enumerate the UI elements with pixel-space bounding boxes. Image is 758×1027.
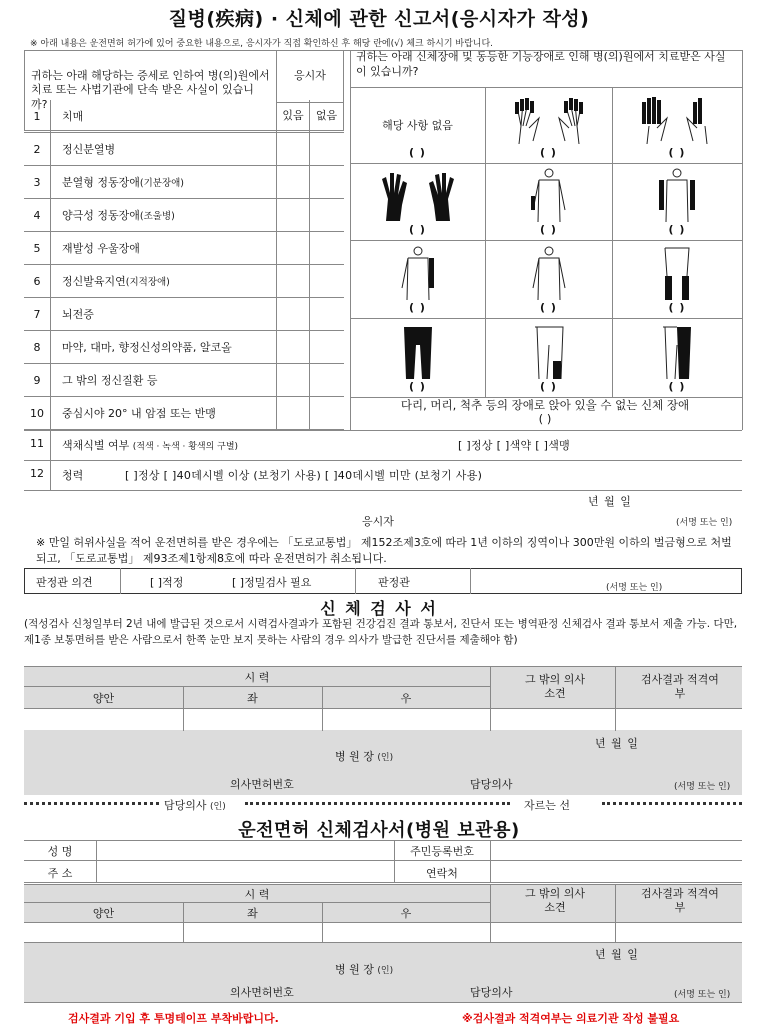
judge-label: 판정관 의견 xyxy=(36,576,93,589)
bottom-vision-other: 그 밖의 의사소견 xyxy=(524,887,586,915)
addr-label: 주 소 xyxy=(47,867,73,880)
condition-label xyxy=(62,364,158,397)
body-icon xyxy=(655,168,699,223)
applicant-header: 응시자 xyxy=(277,51,344,103)
false-statement-warning: ※ 만일 허위사실을 적어 운전면허를 받은 경우에는 「도로교통법」 제152조제3호에 따라 1년 이하의 징역이나 300만원 이하의 벌금형으로 처벌되고, 「도로교통법」 제93조제1항제8호에 따라 운전면허가 취소됩니다. xyxy=(36,536,732,565)
check-body-4[interactable]: ( ) xyxy=(540,301,557,314)
condition-no-checkbox[interactable] xyxy=(309,199,343,232)
check-legs-2[interactable]: ( ) xyxy=(409,380,426,393)
legs-icon xyxy=(527,325,571,380)
condition-number: 3 xyxy=(33,176,41,189)
condition-label-text: 뇌전증 xyxy=(62,308,94,321)
doctor-label: 담당의사 xyxy=(470,778,513,791)
check-hands-2[interactable]: ( ) xyxy=(668,146,686,159)
row11-sub: (적색 · 녹색 · 황색의 구별) xyxy=(132,442,239,452)
condition-yes-checkbox[interactable] xyxy=(276,232,309,265)
applicant-sign-label: 응시자 xyxy=(362,515,394,528)
condition-label-text: 양극성 정동장애 xyxy=(62,209,140,222)
bottom-vision-result: 검사결과 적격여부 xyxy=(641,887,719,915)
hearing-options[interactable]: [ ]정상 [ ]40데시벨 이상 (보청기 사용) [ ]40데시벨 미만 (보청기 사용) xyxy=(125,469,483,482)
cut-doctor-text: 담당의사 xyxy=(164,799,207,812)
condition-label-text: 마약, 대마, 향정신성의약품, 알코올 xyxy=(62,341,232,354)
rrn-label: 주민등록번호 xyxy=(410,845,474,858)
condition-number: 7 xyxy=(33,308,41,321)
bottom-vision-left: 좌 xyxy=(247,907,258,920)
condition-number: 9 xyxy=(33,374,41,387)
figure-leg-foot xyxy=(485,318,612,397)
condition-yes-checkbox[interactable] xyxy=(276,298,309,331)
vision-both: 양안 xyxy=(92,692,115,705)
row12-label: 청력 xyxy=(62,469,84,482)
no-header: 없음 xyxy=(310,103,344,131)
condition-yes-checkbox[interactable] xyxy=(276,265,309,298)
exam-date: 년 월 일 xyxy=(595,737,639,750)
bottom-vision-both: 양안 xyxy=(92,907,115,920)
vision-label: 시 력 xyxy=(244,671,270,684)
hospital-seal: (인) xyxy=(377,753,394,763)
row11-label-text: 색채식별 여부 xyxy=(62,439,130,452)
condition-label-text: 중심시야 20° 내 암점 또는 반맹 xyxy=(62,407,216,420)
check-body-1[interactable]: ( ) xyxy=(540,223,557,236)
condition-row xyxy=(24,397,344,430)
top-note: ※ 아래 내용은 운전면허 허가에 있어 중요한 내용으로, 응시자가 직접 확인하신 후 해당 란에(√) 체크 하시기 바랍니다. xyxy=(30,39,494,49)
bottom-doctor: 담당의사 xyxy=(470,986,513,999)
figure-body-arm-left xyxy=(485,163,612,240)
condition-no-checkbox[interactable] xyxy=(309,133,343,166)
vision-other: 그 밖의 의사소견 xyxy=(524,673,586,701)
other-disability: 다리, 머리, 척추 등의 장애로 앉아 있을 수 없는 신체 장애 ( ) xyxy=(400,398,690,426)
cut-doctor-label xyxy=(164,797,226,813)
check-hands-1[interactable]: ( ) xyxy=(540,146,557,159)
form-title: 질병(疾病) · 신체에 관한 신고서(응시자가 작성) xyxy=(168,8,590,30)
condition-row xyxy=(24,133,344,166)
condition-no-checkbox[interactable] xyxy=(309,364,343,397)
condition-label-text: 재발성 우울장애 xyxy=(62,242,140,255)
condition-no-checkbox[interactable] xyxy=(309,232,343,265)
check-hands-3[interactable]: ( ) xyxy=(409,223,426,236)
cut-seal: (인) xyxy=(210,802,226,812)
vision-result: 검사결과 적격여부 xyxy=(641,673,719,701)
condition-label xyxy=(62,232,140,265)
vision-left: 좌 xyxy=(247,692,258,705)
name-label: 성 명 xyxy=(47,845,73,858)
bottom-hospital-head-text: 병 원 장 xyxy=(335,963,374,976)
condition-sub: (조울병) xyxy=(139,211,175,222)
condition-number: 8 xyxy=(33,341,41,354)
figure-legs-full xyxy=(350,318,485,397)
hands-icon xyxy=(378,171,458,223)
condition-yes-checkbox[interactable] xyxy=(276,364,309,397)
condition-row xyxy=(24,199,344,232)
row12-no: 12 xyxy=(30,467,44,480)
row11-no: 11 xyxy=(30,437,44,450)
condition-row xyxy=(24,265,344,298)
hands-icon xyxy=(509,96,589,146)
figure-none xyxy=(350,87,485,163)
condition-number: 6 xyxy=(33,275,41,288)
check-legs-3[interactable]: ( ) xyxy=(540,380,557,393)
judge-officer: 판정관 xyxy=(378,576,410,589)
check-body-3[interactable]: ( ) xyxy=(409,301,426,314)
hands-icon xyxy=(637,96,717,146)
check-none[interactable]: ( ) xyxy=(409,146,426,159)
condition-row xyxy=(24,232,344,265)
judge-opt-fit[interactable]: [ ]적정 xyxy=(150,576,184,589)
bottom-license-no: 의사면허번호 xyxy=(230,986,294,999)
date-line: 년 월 일 xyxy=(588,495,632,508)
row11-label xyxy=(62,437,238,453)
condition-label xyxy=(62,265,170,298)
condition-row xyxy=(24,298,344,331)
condition-yes-checkbox[interactable] xyxy=(276,199,309,232)
bottom-doctor-sign: (서명 또는 인) xyxy=(674,990,731,1000)
cut-line-label: 자르는 선 xyxy=(524,799,571,812)
left-question: 귀하는 아래 해당하는 증세로 인하여 병(의)원에서 치료 또는 사법기관에 단속 받은 사실이 있습니까? xyxy=(25,51,277,131)
condition-label-text: 정신분열병 xyxy=(62,143,116,156)
bottom-hospital-seal: (인) xyxy=(377,966,394,976)
vision-right: 우 xyxy=(400,692,412,705)
condition-label xyxy=(62,100,83,133)
figure-body-arm-right xyxy=(350,240,485,318)
condition-number: 10 xyxy=(30,407,44,420)
bottom-date: 년 월 일 xyxy=(595,948,639,961)
condition-no-checkbox[interactable] xyxy=(309,100,343,133)
yes-header: 있음 xyxy=(277,103,310,131)
condition-sub: (기분장애) xyxy=(139,178,185,189)
condition-no-checkbox[interactable] xyxy=(309,265,343,298)
condition-row xyxy=(24,100,344,133)
condition-label-text: 그 밖의 정신질환 등 xyxy=(62,374,158,387)
judge-sign-hint: (서명 또는 인) xyxy=(606,583,663,593)
condition-label-text: 분열형 정동장애 xyxy=(62,176,140,189)
figure-leg-full xyxy=(612,318,742,397)
check-legs-1[interactable]: ( ) xyxy=(668,301,686,314)
body-icon xyxy=(527,246,571,301)
bottom-vision-right: 우 xyxy=(400,907,412,920)
condition-label-text: 치매 xyxy=(62,110,84,123)
condition-no-checkbox[interactable] xyxy=(309,298,343,331)
exam-title: 신 체 검 사 서 xyxy=(320,599,438,618)
check-legs-4[interactable]: ( ) xyxy=(668,380,686,393)
contact-label: 연락처 xyxy=(426,867,458,880)
condition-sub: (지적장애) xyxy=(125,277,170,288)
condition-row xyxy=(24,331,344,364)
condition-row xyxy=(24,364,344,397)
figure-body-arms xyxy=(612,163,742,240)
condition-label xyxy=(62,331,232,364)
figure-hands-full xyxy=(350,163,485,240)
judge-opt-detailed[interactable]: [ ]정밀검사 필요 xyxy=(232,576,312,589)
condition-number: 1 xyxy=(33,110,41,123)
condition-label xyxy=(62,199,175,232)
condition-no-checkbox[interactable] xyxy=(309,166,343,199)
condition-row xyxy=(24,166,344,199)
exam-note: (적성검사 신청일부터 2년 내에 발급된 것으로서 시력검사결과가 포함된 건강검진 결과 통보서, 진단서 또는 병역판정 신체검사 결과 통보서 제출 가능. 다만, 제1종 보통면허를 받은 사람으로서 한쪽 눈만 보지 못하는 사람의 경우 의사가 발급한 진단서를 제출해야 함) xyxy=(24,618,738,646)
figure-legs-feet xyxy=(612,240,742,318)
right-question: 귀하는 아래 신체장애 및 동등한 기능장애로 인해 병(의)원에서 치료받은 사실이 있습니까? xyxy=(356,50,726,78)
condition-yes-checkbox[interactable] xyxy=(276,166,309,199)
condition-yes-checkbox[interactable] xyxy=(276,133,309,166)
color-options[interactable]: [ ]정상 [ ]색약 [ ]색맹 xyxy=(458,439,571,452)
applicant-sign-hint: (서명 또는 인) xyxy=(676,518,733,528)
doctor-sign-hint: (서명 또는 인) xyxy=(674,782,731,792)
condition-label xyxy=(62,298,94,331)
condition-label xyxy=(62,397,216,430)
legs-icon xyxy=(655,246,699,301)
condition-number: 4 xyxy=(33,209,41,222)
condition-no-checkbox[interactable] xyxy=(309,397,343,430)
bottom-hospital-head xyxy=(335,961,393,977)
figure-hands-fingers-tips xyxy=(485,87,612,163)
no-applicable-label: 해당 사항 없음 xyxy=(382,119,453,132)
condition-yes-checkbox[interactable] xyxy=(276,100,309,133)
license-no-label: 의사면허번호 xyxy=(230,778,294,791)
condition-label xyxy=(62,166,184,199)
condition-yes-checkbox[interactable] xyxy=(276,397,309,430)
condition-number: 2 xyxy=(33,143,41,156)
footer-left-note: 검사결과 기입 후 투명테이프 부착바랍니다. xyxy=(68,1012,279,1025)
body-icon xyxy=(527,168,571,223)
body-icon xyxy=(396,246,440,301)
condition-label xyxy=(62,133,115,166)
legs-icon xyxy=(655,325,699,380)
hospital-head-text: 병 원 장 xyxy=(335,750,374,763)
condition-no-checkbox[interactable] xyxy=(309,331,343,364)
footer-right-note: ※검사결과 적격여부는 의료기관 작성 불필요 xyxy=(462,1012,680,1025)
figure-hands-fingers xyxy=(612,87,742,163)
check-body-2[interactable]: ( ) xyxy=(668,223,686,236)
bottom-vision-label: 시 력 xyxy=(244,888,270,901)
legs-icon xyxy=(396,325,440,380)
condition-label-text: 정신발육지연 xyxy=(62,275,126,288)
hospital-head-label xyxy=(335,748,393,764)
figure-body-outline xyxy=(485,240,612,318)
condition-number: 5 xyxy=(33,242,41,255)
condition-yes-checkbox[interactable] xyxy=(276,331,309,364)
bottom-title: 운전면허 신체검사서(병원 보관용) xyxy=(238,820,520,841)
